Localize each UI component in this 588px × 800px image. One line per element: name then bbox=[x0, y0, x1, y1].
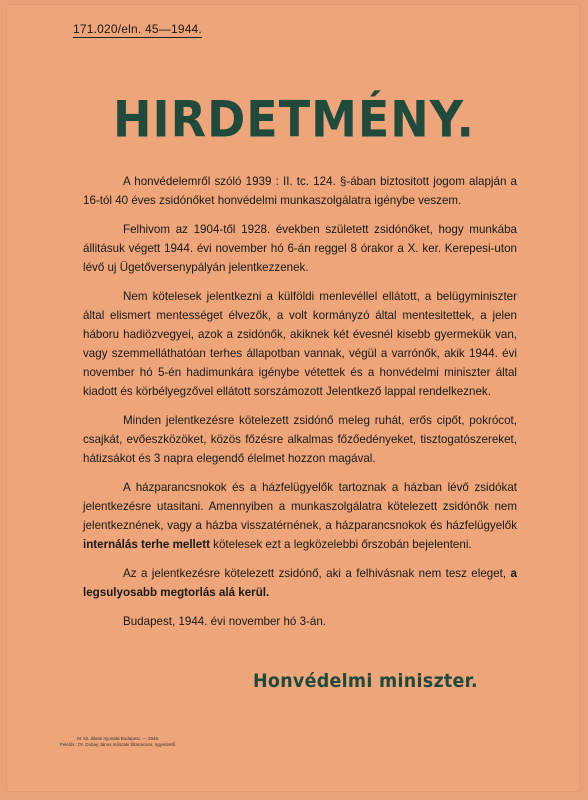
paragraph-5-text-b: kötelesek ezt a legközelebbi őrszobán bejelenteni. bbox=[209, 538, 472, 551]
poster-body bbox=[83, 172, 517, 641]
reference-number: 171.020/eln. 45—1944. bbox=[73, 22, 202, 36]
printer-line-2: Felelős : Dr. Dobay János műszaki főtanácsos, ügyvezető. bbox=[60, 742, 177, 747]
paragraph-3: Nem kötelesek jelentkezni a külföldi menlevéllel ellátott, a belügyminiszter által elismert mentességet élvezők, a volt kormányzó által mentesitettek, a jelen háboru hadiözvegyei, azok a zsidónők, akiknek két évesnél kisebb gyermekük van, vagy szemmelláthatóan terhes állapotban vannak, végül a varrónők, akik 1944. évi november hó 5-én hadimunkára igénybe vétettek és a honvédelmi miniszter által kiadott és körbélyegzővel ellátott sorszámozott Jelentkező lappal rendelkeznek. bbox=[83, 290, 517, 398]
paragraph-6-emphasis: a legsulyosabb megtorlás alá kerül. bbox=[83, 567, 517, 599]
issue-date: Budapest, 1944. évi november hó 3-án. bbox=[123, 615, 327, 628]
signature: Honvédelmi miniszter. bbox=[253, 670, 478, 692]
printer-line-1: M. kir. állami nyomda Budapest. — 2848. bbox=[77, 736, 160, 741]
paragraph-2: Felhivom az 1904-től 1928. években született zsidónőket, hogy munkába állitásuk végett 1944. évi november hó 6-án reggel 8 órakor a X. ker. Kerepesi-uton lévő uj Ügetőversenypályán jelentkezzenek. bbox=[83, 223, 517, 274]
paragraph-4: Minden jelentkezésre kötelezett zsidónő meleg ruhát, erős cipőt, pokrócot, csajkát, evőeszközöket, közös főzésre alkalmas főzőedényeket, tisztogatószereket, hátizsákot és 3 napra elegendő élelmet hozzon magával. bbox=[83, 414, 517, 465]
paragraph-5 bbox=[83, 478, 517, 554]
paragraph-5-emphasis: internálás terhe mellett bbox=[83, 538, 210, 551]
poster-title: HIRDETMÉNY. bbox=[113, 89, 475, 149]
paragraph-6-text: Az a jelentkezésre kötelezett zsidónő, aki a felhivásnak nem tesz eleget, bbox=[123, 567, 511, 580]
printer-imprint bbox=[60, 736, 177, 748]
paragraph-6 bbox=[83, 564, 517, 602]
paragraph-5-text-a: A házparancsnokok és a házfelügyelők tartoznak a házban lévő zsidókat jelentkezésre utasitani. Amennyiben a munkaszolgálatra kötelezett zsidónők nem jelentkeznének, vagy a házba visszatérnének, a házparancsnokok és házfelügyelők bbox=[83, 481, 517, 532]
paragraph-1: A honvédelemről szóló 1939 : II. tc. 124. §-ában biztositott jogom alapján a 16-tól 40 éves zsidónőket honvédelmi munkaszolgálatra igénybe veszem. bbox=[83, 175, 517, 207]
